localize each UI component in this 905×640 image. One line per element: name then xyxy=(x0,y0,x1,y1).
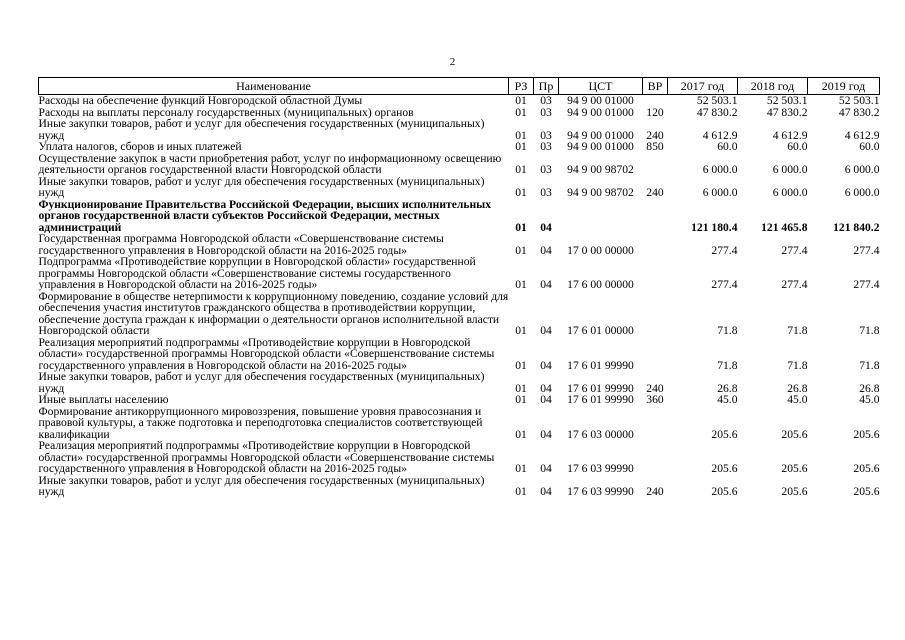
row-vr: 360 xyxy=(646,393,664,406)
row-name: Формирование антикоррупционного мировоззрения, повышение уровня правосознания и правовой культуры, а также подготовка и переподготовка специалистов соответствующей квалификации xyxy=(38,404,483,441)
row-value-2018: 6 000.0 xyxy=(772,163,808,176)
row-name: Реализация мероприятий подпрограммы «Противодействие коррупции в Новгородской области» государственной программы Новгородской области «Совершенствование системы государственного управления в Новгородской области на 2016-2025 годы» xyxy=(38,335,495,372)
row-value-2019: 26.8 xyxy=(859,381,880,395)
row-value-2019: 71.8 xyxy=(859,358,880,372)
row-name: Иные закупки товаров, работ и услуг для обеспечения государственных (муниципальных) нужд xyxy=(38,117,485,142)
table-header xyxy=(39,78,880,95)
table-body xyxy=(39,95,880,498)
row-value-2017: 277.4 xyxy=(711,278,738,291)
page-number: 2 xyxy=(449,56,456,68)
row-value-2019: 277.4 xyxy=(853,278,880,291)
row-rz: 01 xyxy=(515,358,527,372)
row-pr: 04 xyxy=(540,462,552,475)
row-cst: 17 6 01 99990 xyxy=(567,393,634,406)
row-vr xyxy=(643,440,668,475)
row-pr: 03 xyxy=(540,186,552,199)
row-pr: 03 xyxy=(540,140,552,153)
row-rz: 01 xyxy=(515,94,527,107)
row-vr: 120 xyxy=(646,105,664,119)
row-value-2017: 277.4 xyxy=(711,243,738,257)
row-value-2017: 205.6 xyxy=(711,485,738,498)
row-cst: 17 6 03 99990 xyxy=(567,485,634,498)
row-rz: 01 xyxy=(515,220,527,234)
budget-table xyxy=(38,77,880,498)
row-value-2019: 45.0 xyxy=(859,393,880,406)
row-name: Реализация мероприятий подпрограммы «Противодействие коррупции в Новгородской области» государственной программы Новгородской области «Совершенствование системы государственного управления в Новгородской области на 2016-2025 годы» xyxy=(38,439,495,475)
row-pr: 04 xyxy=(540,427,552,441)
row-pr: 04 xyxy=(540,393,552,406)
row-pr: 04 xyxy=(540,278,552,291)
row-name: Государственная программа Новгородской области «Совершенствование системы государственного управления в Новгородской области на 2016-2025 годы» xyxy=(38,232,444,257)
row-value-2018: 71.8 xyxy=(787,324,808,337)
row-pr: 04 xyxy=(540,243,552,257)
header-pr: Пр xyxy=(534,78,559,95)
row-vr xyxy=(643,337,668,372)
row-value-2018: 4 612.9 xyxy=(772,128,808,142)
row-value-2017: 47 830.2 xyxy=(696,105,738,119)
row-name: Иные закупки товаров, работ и услуг для обеспечения государственных (муниципальных) нужд xyxy=(38,370,485,395)
row-value-2019: 205.6 xyxy=(853,462,880,475)
row-name: Осуществление закупок в части приобретения работ, услуг по информационному освещению деятельности органов государственной власти Новгородской области xyxy=(38,151,502,176)
row-rz: 01 xyxy=(515,393,527,406)
row-cst: 94 9 00 01000 xyxy=(567,128,634,142)
row-cst: 17 6 03 99990 xyxy=(567,462,634,475)
row-vr xyxy=(643,199,668,234)
header-name: Наименование xyxy=(39,78,509,95)
row-vr: 240 xyxy=(646,186,664,199)
header-2019: 2019 год xyxy=(808,78,880,95)
row-value-2017: 6 000.0 xyxy=(702,163,738,176)
row-value-2019: 52 503.1 xyxy=(838,94,880,107)
table-row xyxy=(39,475,880,498)
table-row xyxy=(39,291,880,337)
row-value-2017: 60.0 xyxy=(717,140,738,153)
row-rz: 01 xyxy=(515,140,527,153)
row-vr: 240 xyxy=(646,485,664,498)
row-rz: 01 xyxy=(515,128,527,142)
row-vr xyxy=(643,95,668,107)
row-value-2017: 26.8 xyxy=(717,381,738,395)
header-vr: ВР xyxy=(643,78,668,95)
row-value-2018: 205.6 xyxy=(781,427,808,441)
row-value-2019: 205.6 xyxy=(853,427,880,441)
table-row xyxy=(39,118,880,141)
row-cst: 17 6 00 00000 xyxy=(567,278,634,291)
row-value-2019: 121 840.2 xyxy=(833,220,880,234)
row-value-2018: 205.6 xyxy=(781,462,808,475)
row-value-2017: 6 000.0 xyxy=(702,186,738,199)
table-row xyxy=(39,141,880,153)
row-cst: 17 0 00 00000 xyxy=(567,243,634,257)
row-value-2018: 47 830.2 xyxy=(766,105,808,119)
row-value-2017: 52 503.1 xyxy=(696,94,738,107)
row-value-2017: 71.8 xyxy=(717,324,738,337)
row-pr: 04 xyxy=(540,220,552,234)
row-value-2019: 47 830.2 xyxy=(838,105,880,119)
row-rz: 01 xyxy=(515,186,527,199)
row-rz: 01 xyxy=(515,105,527,119)
row-value-2018: 277.4 xyxy=(781,243,808,257)
row-value-2018: 52 503.1 xyxy=(766,94,808,107)
table-row xyxy=(39,406,880,441)
table-row xyxy=(39,233,880,256)
row-cst: 94 9 00 98702 xyxy=(567,163,634,176)
table-row xyxy=(39,176,880,199)
row-value-2017: 121 180.4 xyxy=(691,220,738,234)
row-vr: 240 xyxy=(646,381,664,395)
row-value-2017: 205.6 xyxy=(711,427,738,441)
row-pr: 04 xyxy=(540,485,552,498)
row-value-2017: 71.8 xyxy=(717,358,738,372)
row-value-2019: 60.0 xyxy=(859,140,880,153)
row-value-2019: 205.6 xyxy=(853,485,880,498)
row-value-2018: 121 465.8 xyxy=(761,220,808,234)
row-value-2019: 6 000.0 xyxy=(844,163,880,176)
row-rz: 01 xyxy=(515,243,527,257)
row-vr xyxy=(643,233,668,256)
row-cst: 17 6 03 00000 xyxy=(567,427,634,441)
row-cst: 94 9 00 01000 xyxy=(567,94,634,107)
row-pr: 04 xyxy=(540,381,552,395)
row-value-2018: 6 000.0 xyxy=(772,186,808,199)
header-2018: 2018 год xyxy=(738,78,808,95)
table-row xyxy=(39,371,880,394)
row-name: Иные закупки товаров, работ и услуг для обеспечения государственных (муниципальных) нужд xyxy=(38,473,485,498)
row-value-2018: 60.0 xyxy=(787,140,808,153)
table-row xyxy=(39,153,880,176)
row-cst: 17 6 01 99990 xyxy=(567,358,634,372)
row-pr: 04 xyxy=(540,324,552,337)
table-row xyxy=(39,394,880,406)
row-pr: 03 xyxy=(540,105,552,119)
row-pr: 03 xyxy=(540,163,552,176)
row-vr xyxy=(643,406,668,441)
row-value-2017: 4 612.9 xyxy=(702,128,738,142)
row-name: Иные выплаты населению xyxy=(38,393,169,406)
row-pr: 03 xyxy=(540,128,552,142)
table-row xyxy=(39,256,880,291)
table-row xyxy=(39,95,880,107)
row-name: Формирование в обществе нетерпимости к коррупционному поведению, создание условий для обеспечения участия институтов гражданского общества в противодействии коррупции, обеспечение доступа граждан к информации о деятельности органов исполнительной власти Новгородской области xyxy=(38,289,509,337)
row-pr: 03 xyxy=(540,94,552,107)
row-rz: 01 xyxy=(515,462,527,475)
row-rz: 01 xyxy=(515,163,527,176)
header-2017: 2017 год xyxy=(668,78,738,95)
row-rz: 01 xyxy=(515,324,527,337)
row-cst: 17 6 01 00000 xyxy=(567,324,634,337)
row-value-2018: 205.6 xyxy=(781,485,808,498)
row-rz: 01 xyxy=(515,381,527,395)
row-cst: 94 9 00 98702 xyxy=(567,186,634,199)
row-cst: 94 9 00 01000 xyxy=(567,105,634,119)
row-name: Расходы на выплаты персоналу государственных (муниципальных) органов xyxy=(38,105,414,119)
row-cst: 94 9 00 01000 xyxy=(567,140,634,153)
row-name: Подпрограмма «Противодействие коррупции в Новгородской области» государственной программы Новгородской области «Совершенствование системы государственного управления в Новгородской области на 2016-2025 годы» xyxy=(38,255,476,291)
row-value-2017: 45.0 xyxy=(717,393,738,406)
row-value-2019: 4 612.9 xyxy=(844,128,880,142)
row-vr xyxy=(643,153,668,176)
row-value-2019: 277.4 xyxy=(853,243,880,257)
row-name: Уплата налогов, сборов и иных платежей xyxy=(38,140,242,153)
row-vr: 240 xyxy=(646,128,664,142)
row-rz: 01 xyxy=(515,485,527,498)
header-cst: ЦСТ xyxy=(559,78,643,95)
table-row xyxy=(39,440,880,475)
header-rz: РЗ xyxy=(509,78,534,95)
row-value-2017: 205.6 xyxy=(711,462,738,475)
row-vr xyxy=(643,291,668,337)
row-name: Функционирование Правительства Российской Федерации, высших исполнительных органов государственной власти субъектов Российской Федерации, местных администраций xyxy=(38,197,492,234)
row-name: Иные закупки товаров, работ и услуг для обеспечения государственных (муниципальных) нужд xyxy=(38,174,485,199)
row-value-2018: 277.4 xyxy=(781,278,808,291)
row-rz: 01 xyxy=(515,278,527,291)
row-value-2019: 6 000.0 xyxy=(844,186,880,199)
table-row xyxy=(39,199,880,234)
row-name: Расходы на обеспечение функций Новгородской областной Думы xyxy=(38,94,363,107)
row-value-2018: 71.8 xyxy=(787,358,808,372)
row-rz: 01 xyxy=(515,427,527,441)
row-cst xyxy=(559,199,643,234)
row-pr: 04 xyxy=(540,358,552,372)
table-row xyxy=(39,337,880,372)
row-vr: 850 xyxy=(646,140,664,153)
row-value-2018: 45.0 xyxy=(787,393,808,406)
row-vr xyxy=(643,256,668,291)
row-value-2018: 26.8 xyxy=(787,381,808,395)
row-cst: 17 6 01 99990 xyxy=(567,381,634,395)
row-value-2019: 71.8 xyxy=(859,324,880,337)
